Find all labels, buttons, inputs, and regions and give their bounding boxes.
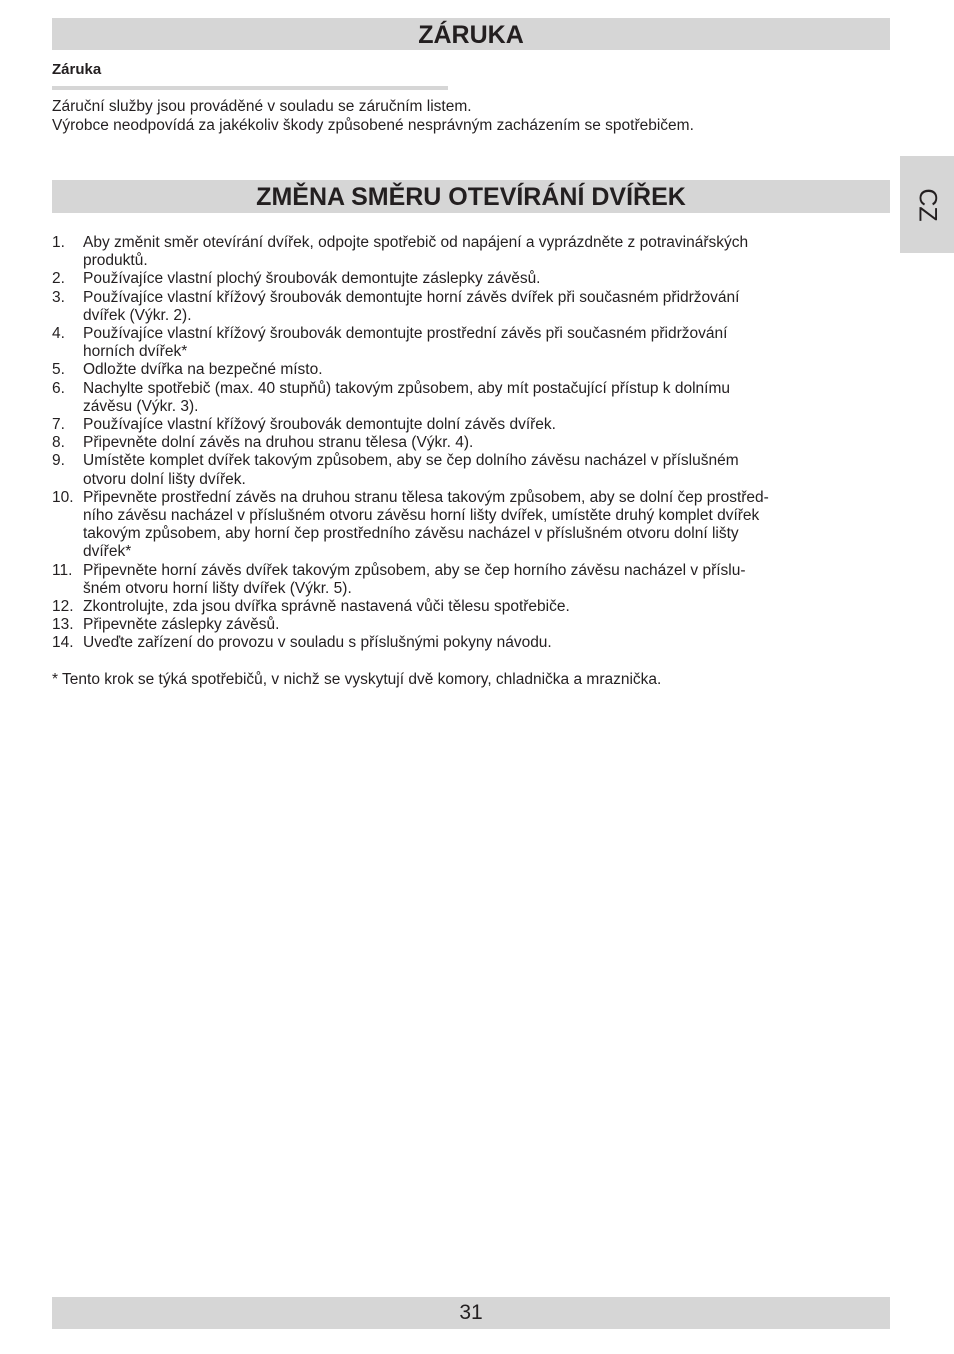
steps-list: [52, 234, 892, 653]
warranty-text-line: Záruční služby jsou prováděné v souladu se záručním listem.: [52, 98, 472, 115]
step-text: produktů.: [83, 252, 148, 270]
step-number: 2.: [52, 270, 65, 288]
step-text: takovým způsobem, aby horní čep prostředního závěsu nacházel v příslušném otvoru dolní lišty: [83, 525, 739, 543]
step-number: 11.: [52, 561, 73, 579]
step-number: 13.: [52, 616, 74, 634]
step-text: Připevněte prostřední závěs na druhou stranu tělesa takovým způsobem, aby se dolní čep prostřed-: [83, 488, 769, 506]
step-text: Uveďte zařízení do provozu v souladu s příslušnými pokyny návodu.: [83, 634, 552, 652]
page-number: 31: [52, 1297, 890, 1329]
section-title-warranty: ZÁRUKA: [52, 18, 890, 50]
subheading-divider: [52, 86, 448, 90]
step-text: Nachylte spotřebič (max. 40 stupňů) takovým způsobem, aby mít postačující přístup k dolnímu: [83, 379, 730, 397]
step-text: Používajíce vlastní křížový šroubovák demontujte prostřední závěs při současném přidržování: [83, 325, 728, 343]
step-text: Používajíce vlastní plochý šroubovák demontujte záslepky závěsů.: [83, 270, 541, 288]
step-item: [52, 289, 892, 325]
step-number: 7.: [52, 416, 65, 434]
step-text: závěsu (Výkr. 3).: [83, 397, 199, 415]
step-text: Připevněte horní závěs dvířek takovým způsobem, aby se čep horního závěsu nacházel v příslu-: [83, 561, 746, 579]
step-number: 4.: [52, 325, 65, 343]
step-number: 12.: [52, 598, 74, 616]
step-text: Připevněte dolní závěs na druhou stranu tělesa (Výkr. 4).: [83, 434, 474, 452]
step-text: horních dvířek*: [83, 343, 188, 361]
step-text: Aby změnit směr otevírání dvířek, odpojte spotřebič od napájení a vyprázdněte z potravinářských: [83, 234, 749, 251]
step-item: [52, 234, 892, 270]
section-title-door-change: ZMĚNA SMĚRU OTEVÍRÁNÍ DVÍŘEK: [52, 180, 890, 213]
step-text: dvířek (Výkr. 2).: [83, 306, 192, 324]
step-item: [52, 380, 892, 416]
language-tab: [900, 156, 954, 253]
step-item: [52, 562, 892, 598]
step-item: [52, 452, 892, 488]
step-text: Připevněte záslepky závěsů.: [83, 616, 280, 634]
footnote: * Tento krok se týká spotřebičů, v nichž se vyskytují dvě komory, chladnička a mraznička.: [52, 671, 662, 688]
step-text: Zkontrolujte, zda jsou dvířka správně nastavená vůči tělesu spotřebiče.: [83, 598, 570, 616]
step-item: [52, 489, 892, 562]
step-item: [52, 270, 892, 288]
step-text: Umístěte komplet dvířek takovým způsobem, aby se čep dolního závěsu nacházel v příslušném: [83, 452, 739, 470]
step-item: [52, 361, 892, 379]
step-text: otvoru dolní lišty dvířek.: [83, 470, 246, 488]
warranty-text-line: Výrobce neodpovídá za jakékoliv škody způsobené nesprávným zacházením se spotřebičem.: [52, 117, 694, 134]
step-item: [52, 598, 892, 616]
step-number: 3.: [52, 288, 65, 306]
step-number: 10.: [52, 488, 74, 506]
step-text: Používajíce vlastní křížový šroubovák demontujte dolní závěs dvířek.: [83, 416, 556, 434]
step-text: ního závěsu nacházel v příslušném otvoru závěsu horní lišty dvířek, umístěte druhý komplet dvířek: [83, 507, 760, 525]
step-number: 9.: [52, 452, 65, 470]
step-number: 6.: [52, 379, 65, 397]
step-item: [52, 634, 892, 652]
step-text: Používajíce vlastní křížový šroubovák demontujte horní závěs dvířek při současném přidržování: [83, 288, 740, 306]
step-item: [52, 325, 892, 361]
step-item: [52, 616, 892, 634]
subheading-warranty: Záruka: [52, 61, 102, 78]
step-text: Odložte dvířka na bezpečné místo.: [83, 361, 323, 379]
step-number: 1.: [52, 234, 65, 251]
step-item: [52, 434, 892, 452]
step-text: šném otvoru horní lišty dvířek (Výkr. 5).: [83, 579, 352, 597]
step-text: dvířek*: [83, 543, 132, 561]
step-number: 8.: [52, 434, 65, 452]
step-number: 14.: [52, 634, 74, 652]
language-tab-label: CZ: [913, 187, 942, 222]
step-number: 5.: [52, 361, 65, 379]
step-item: [52, 416, 892, 434]
